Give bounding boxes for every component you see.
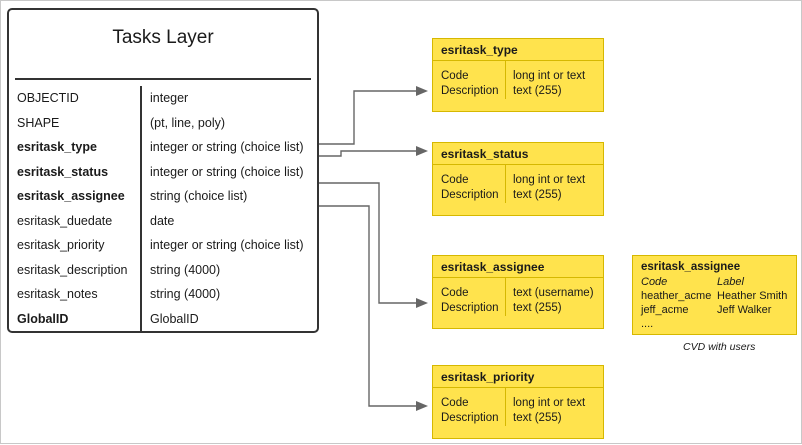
domain-cell: long int or text bbox=[513, 397, 586, 409]
field-name: esritask_type bbox=[17, 140, 97, 155]
cvd-values-box bbox=[632, 255, 797, 335]
domain-body bbox=[433, 61, 603, 99]
table-row bbox=[9, 184, 317, 209]
domain-column-divider bbox=[505, 165, 506, 203]
domain-cell: Description bbox=[441, 189, 499, 201]
domain-left-column bbox=[433, 286, 505, 316]
table-row bbox=[9, 160, 317, 185]
domain-box-esritask-type bbox=[432, 38, 604, 112]
arrowhead-priority bbox=[416, 401, 428, 411]
cvd-label: Jeff Walker bbox=[717, 304, 772, 316]
field-type: integer or string (choice list) bbox=[150, 238, 304, 253]
domain-column-divider bbox=[505, 61, 506, 99]
domain-cell: text (255) bbox=[513, 412, 562, 424]
connector-to-type bbox=[319, 91, 416, 144]
field-type: string (4000) bbox=[150, 262, 221, 277]
domain-right-column bbox=[505, 396, 585, 426]
field-type: GlobalID bbox=[150, 311, 199, 326]
domain-cell: Code bbox=[441, 287, 469, 299]
table-row bbox=[9, 282, 317, 307]
cvd-code: jeff_acme bbox=[641, 304, 689, 316]
domain-cell: Code bbox=[441, 70, 469, 82]
table-row bbox=[9, 307, 317, 332]
table-row bbox=[9, 86, 317, 111]
cvd-column-headers bbox=[641, 275, 788, 289]
domain-header: esritask_status bbox=[433, 143, 603, 165]
table-row bbox=[9, 258, 317, 283]
domain-right-column bbox=[505, 69, 585, 99]
domain-cell: Description bbox=[441, 302, 499, 314]
field-type: integer bbox=[150, 91, 189, 106]
field-name: esritask_notes bbox=[17, 287, 98, 302]
cvd-header-code: Code bbox=[641, 276, 668, 288]
field-name: OBJECTID bbox=[17, 91, 79, 106]
cvd-row bbox=[641, 289, 788, 303]
domain-box-esritask-status bbox=[432, 142, 604, 216]
domain-header: esritask_priority bbox=[433, 366, 603, 388]
field-name: esritask_duedate bbox=[17, 213, 113, 228]
domain-cell: Code bbox=[441, 174, 469, 186]
field-type: (pt, line, poly) bbox=[150, 115, 226, 130]
table-row bbox=[9, 233, 317, 258]
domain-left-column bbox=[433, 173, 505, 203]
field-name: esritask_description bbox=[17, 262, 128, 277]
domain-cell: long int or text bbox=[513, 174, 586, 186]
cvd-header-label: Label bbox=[717, 276, 744, 288]
domain-cell: text (255) bbox=[513, 85, 562, 97]
connector-to-priority bbox=[319, 206, 416, 406]
field-name: esritask_status bbox=[17, 164, 109, 179]
field-table bbox=[9, 86, 317, 331]
domain-column-divider bbox=[505, 388, 506, 426]
domain-cell: text (255) bbox=[513, 189, 562, 201]
connector-to-status bbox=[319, 151, 416, 156]
connector-to-assignee bbox=[319, 183, 416, 303]
field-type: string (4000) bbox=[150, 287, 221, 302]
domain-cell: text (255) bbox=[513, 302, 562, 314]
domain-right-column bbox=[505, 173, 585, 203]
domain-cell: Description bbox=[441, 85, 499, 97]
table-row bbox=[9, 135, 317, 160]
field-type: integer or string (choice list) bbox=[150, 140, 304, 155]
field-name: GlobalID bbox=[17, 311, 69, 326]
domain-body bbox=[433, 278, 603, 316]
domain-right-column bbox=[505, 286, 594, 316]
field-type: date bbox=[150, 213, 175, 228]
cvd-title: esritask_assignee bbox=[641, 261, 741, 273]
domain-cell: Description bbox=[441, 412, 499, 424]
domain-cell: long int or text bbox=[513, 70, 586, 82]
page-title: Tasks Layer bbox=[112, 27, 214, 48]
domain-header: esritask_assignee bbox=[433, 256, 603, 278]
field-name: esritask_assignee bbox=[17, 189, 125, 204]
cvd-caption: CVD with users bbox=[683, 341, 756, 353]
domain-body bbox=[433, 388, 603, 426]
domain-body bbox=[433, 165, 603, 203]
cvd-code: .... bbox=[641, 318, 654, 330]
domain-header: esritask_type bbox=[433, 39, 603, 61]
cvd-row bbox=[641, 303, 788, 317]
domain-left-column bbox=[433, 396, 505, 426]
table-row bbox=[9, 209, 317, 234]
cvd-code: heather_acme bbox=[641, 290, 712, 302]
field-name: esritask_priority bbox=[17, 238, 105, 253]
domain-cell: text (username) bbox=[513, 287, 594, 299]
table-row bbox=[9, 111, 317, 136]
field-type: integer or string (choice list) bbox=[150, 164, 304, 179]
tasks-layer-entity bbox=[7, 8, 319, 333]
title-divider bbox=[15, 78, 311, 80]
domain-column-divider bbox=[505, 278, 506, 316]
field-type: string (choice list) bbox=[150, 189, 248, 204]
column-divider bbox=[140, 86, 142, 331]
cvd-row bbox=[641, 317, 788, 331]
arrowhead-assignee bbox=[416, 298, 428, 308]
arrowhead-status bbox=[416, 146, 428, 156]
domain-box-esritask-assignee bbox=[432, 255, 604, 329]
field-name: SHAPE bbox=[17, 115, 60, 130]
domain-box-esritask-priority bbox=[432, 365, 604, 439]
cvd-label: Heather Smith bbox=[717, 290, 788, 302]
arrowhead-type bbox=[416, 86, 428, 96]
domain-left-column bbox=[433, 69, 505, 99]
domain-cell: Code bbox=[441, 397, 469, 409]
